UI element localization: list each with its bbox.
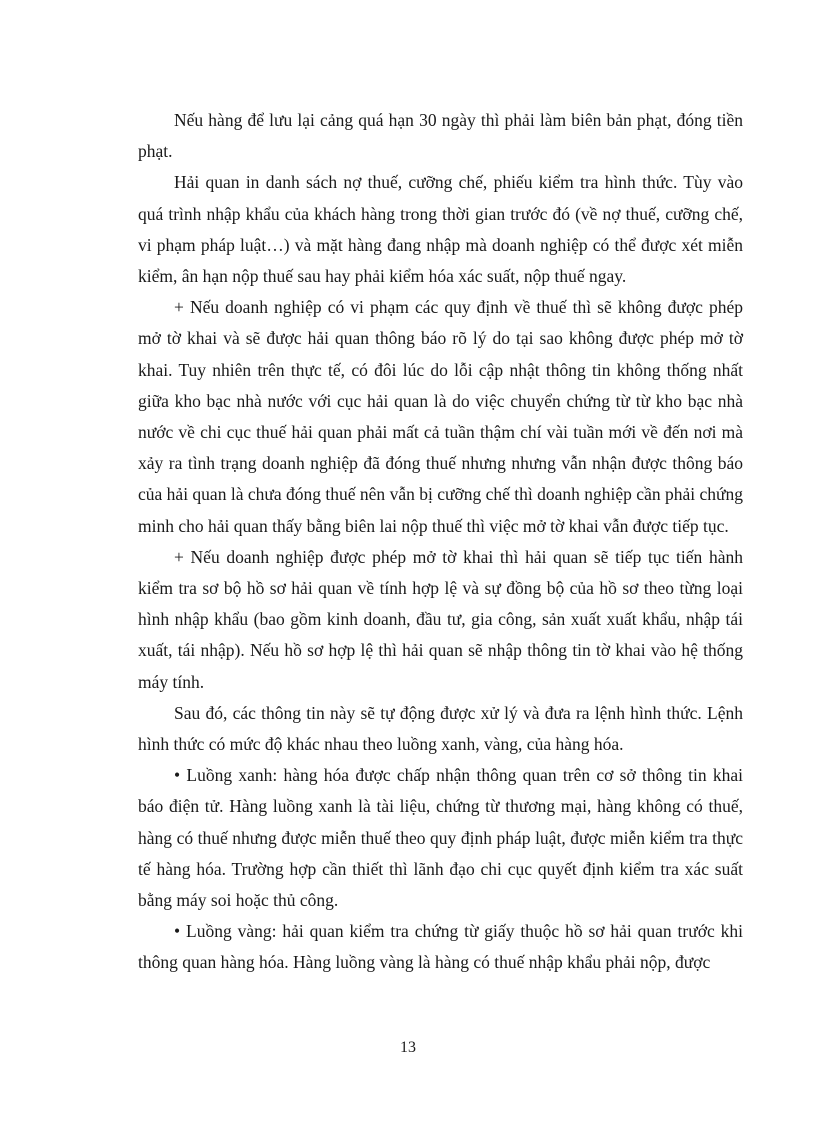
paragraph-storage-penalty: Nếu hàng để lưu lại cảng quá hạn 30 ngày thì phải làm biên bản phạt, đóng tiền phạt. — [138, 110, 743, 162]
paragraph-tax-violation: + Nếu doanh nghiệp có vi phạm các quy định về thuế thì sẽ không được phép mở tờ khai và sẽ được hải quan thông báo rõ lý do tại sao không được phép mở tờ khai. Tuy nhiên trên thực tế, có đôi lúc do lỗi cập nhật thông tin không thống nhất giữa kho bạc nhà nước với cục hải quan là do việc chuyển chứng từ từ kho bạc nhà nước về chi cục thuế hải quan phải mất cả tuần thậm chí vài tuần mới về đến nơi mà xảy ra tình trạng doanh nghiệp đã đóng thuế nhưng nhưng vẫn nhận được thông báo của hải quan là chưa đóng thuế nên vẫn bị cưỡng chế thì doanh nghiệp cần phải chứng minh cho hải quan thấy bằng biên lai nộp thuế thì việc mở tờ khai vẫn được tiếp tục. — [138, 297, 743, 536]
paragraph-yellow-channel: • Luồng vàng: hải quan kiểm tra chứng từ giấy thuộc hồ sơ hải quan trước khi thông quan hàng hóa. Hàng luồng vàng là hàng có thuế nhập khẩu phải nộp, được — [138, 921, 743, 973]
paragraph-customs-printout: Hải quan in danh sách nợ thuế, cưỡng chế, phiếu kiểm tra hình thức. Tùy vào quá trình nhập khẩu của khách hàng trong thời gian trước đó (về nợ thuế, cưỡng chế, vi phạm pháp luật…) và mặt hàng đang nhập mà doanh nghiệp có thể được xét miễn kiểm, ân hạn nộp thuế sau hay phải kiểm hóa xác suất, nộp thuế ngay. — [138, 172, 743, 287]
paragraph-green-channel: • Luồng xanh: hàng hóa được chấp nhận thông quan trên cơ sở thông tin khai báo điện tử. Hàng luồng xanh là tài liệu, chứng từ thương mại, hàng không có thuế, hàng có thuế nhưng được miễn thuế theo quy định pháp luật, được miễn kiểm tra thực tế hàng hóa. Trường hợp cần thiết thì lãnh đạo chi cục quyết định kiểm tra xác suất bằng máy soi hoặc thủ công. — [138, 765, 743, 911]
page-number: 13 — [400, 1039, 416, 1056]
paragraph-declaration-opened: + Nếu doanh nghiệp được phép mở tờ khai thì hải quan sẽ tiếp tục tiến hành kiểm tra sơ bộ hồ sơ hải quan về tính hợp lệ và sự đồng bộ của hồ sơ theo từng loại hình nhập khẩu (bao gồm kinh doanh, đầu tư, gia công, sản xuất xuất khẩu, nhập tái xuất, tái nhập). Nếu hồ sơ hợp lệ thì hải quan sẽ nhập thông tin tờ khai vào hệ thống máy tính. — [138, 546, 743, 692]
paragraph-channel-processing: Sau đó, các thông tin này sẽ tự động được xử lý và đưa ra lệnh hình thức. Lệnh hình thức có mức độ khác nhau theo luồng xanh, vàng, của hàng hóa. — [138, 702, 743, 755]
body-text — [138, 105, 743, 979]
